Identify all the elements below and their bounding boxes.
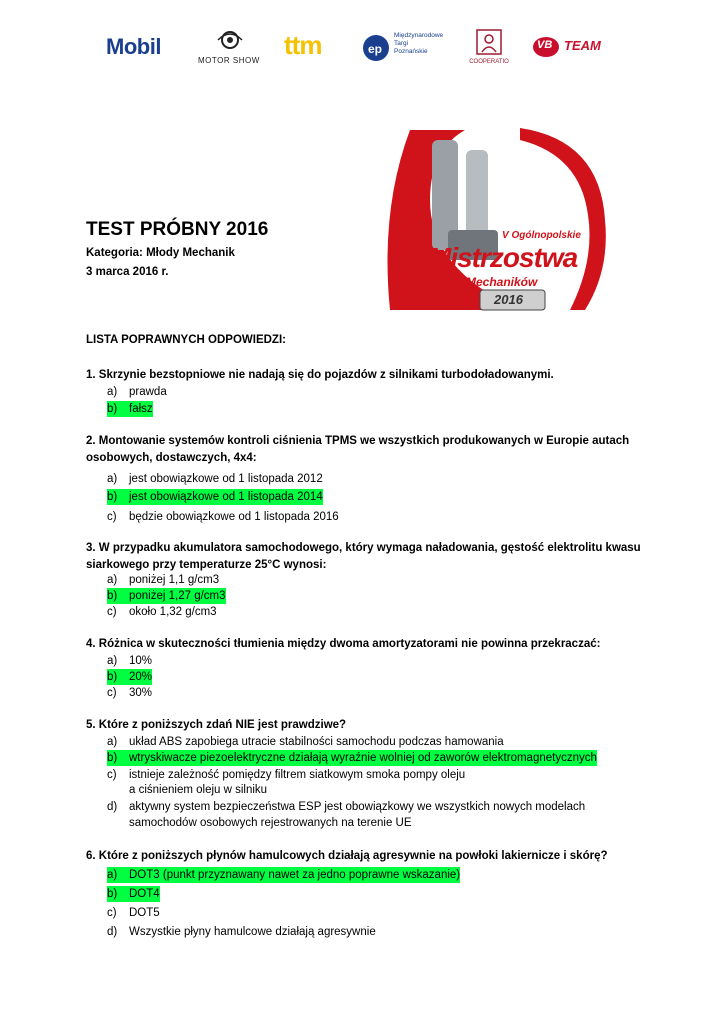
mobil-logo-text: Mobil <box>106 34 161 59</box>
q5-option-b-correct <box>107 750 597 766</box>
option-text: DOT3 (punkt przyznawany nawet za jedno poprawne wskazanie) <box>129 869 461 881</box>
q3-option-b-correct <box>107 588 226 604</box>
mtp-emblem-icon <box>362 34 390 62</box>
option-letter: a) <box>107 869 118 881</box>
category-label: Kategoria: Młody Mechanik <box>86 247 235 259</box>
q6-option-d <box>107 924 376 940</box>
option-text: DOT4 <box>129 888 160 900</box>
date-label: 3 marca 2016 r. <box>86 266 169 278</box>
option-text: układ ABS zapobiega utracie stabilności samochodu podczas hamowania <box>129 736 504 748</box>
option-letter: a) <box>107 386 118 398</box>
option-letter: c) <box>107 511 117 523</box>
mtp-text-line-3: Poznańskie <box>394 48 428 55</box>
question-5: 5. Które z poniższych zdań NIE jest prawdziwe? <box>86 719 347 731</box>
q6-option-a-correct <box>107 867 460 883</box>
q6-option-c <box>107 905 160 921</box>
motor-show-emblem-icon <box>192 28 268 54</box>
ttm-logo <box>284 30 321 74</box>
q1-option-a <box>107 384 167 400</box>
q2-option-c <box>107 509 339 525</box>
svg-text:ep: ep <box>368 42 383 56</box>
badge-line-2: Mistrzostwa <box>428 242 578 273</box>
cooperatio-text: COOPERATIO <box>469 59 509 65</box>
q5-option-c <box>107 767 465 783</box>
q5-option-c-line-2: a ciśnieniem oleju w silniku <box>129 784 268 796</box>
option-text: prawda <box>129 386 167 398</box>
option-letter: c) <box>107 769 117 781</box>
option-letter: b) <box>107 590 118 602</box>
option-text: 30% <box>129 687 153 699</box>
q5-option-d-line-2: samochodów osobowych rejestrowanych na terenie UE <box>129 817 412 829</box>
motor-show-logo <box>192 28 268 72</box>
option-letter: b) <box>107 403 118 415</box>
option-text: poniżej 1,27 g/cm3 <box>129 590 226 602</box>
vb-text: VB <box>537 39 553 51</box>
question-4: 4. Różnica w skuteczności tłumienia między dwoma amortyzatorami nie powinna przekraczać: <box>86 638 601 650</box>
option-text: fałsz <box>129 403 153 415</box>
question-1: 1. Skrzynie bezstopniowe nie nadają się do pojazdów z silnikami turbodoładowanymi. <box>86 369 554 381</box>
option-letter: c) <box>107 907 117 919</box>
option-text: 10% <box>129 655 153 667</box>
option-text: DOT5 <box>129 907 160 919</box>
q4-option-b-correct <box>107 669 152 685</box>
vb-team-text: TEAM <box>564 38 601 53</box>
motor-show-text: MOTOR SHOW <box>198 56 260 65</box>
option-text: jest obowiązkowe od 1 listopada 2014 <box>129 491 323 503</box>
option-text: będzie obowiązkowe od 1 listopada 2016 <box>129 511 339 523</box>
option-letter: b) <box>107 888 118 900</box>
q5-option-d <box>107 799 585 815</box>
option-letter: d) <box>107 926 118 938</box>
option-text: istnieje zależność pomiędzy filtrem siatkowym smoka pompy oleju <box>129 769 466 781</box>
ttm-logo-text: ttm <box>284 30 322 60</box>
q6-option-b-correct <box>107 886 160 902</box>
option-letter: a) <box>107 574 118 586</box>
option-text: wtryskiwacze piezoelektryczne działają wyraźnie wolniej od zaworów elektromagnetycznych <box>129 752 597 764</box>
option-letter: a) <box>107 655 118 667</box>
option-text: Wszystkie płyny hamulcowe działają agresywnie <box>129 926 376 938</box>
option-text: około 1,32 g/cm3 <box>129 606 217 618</box>
option-letter: b) <box>107 752 118 764</box>
option-text: 20% <box>129 671 153 683</box>
q5-option-a <box>107 734 504 750</box>
mtp-text-line-1: Międzynarodowe <box>394 32 444 39</box>
page-title: TEST PRÓBNY 2016 <box>86 219 269 240</box>
q3-option-a <box>107 572 219 588</box>
section-title: LISTA POPRAWNYCH ODPOWIEDZI: <box>86 334 286 346</box>
question-3: 3. W przypadku akumulatora samochodowego, który wymaga naładowania, gęstość elektrolitu kwasu siarkowego przy temperaturze 25°C wynosi: <box>86 542 641 571</box>
q2-option-a <box>107 471 323 487</box>
event-badge-graphic <box>370 120 620 320</box>
cooperatio-emblem-icon <box>474 28 504 56</box>
cooperatio-logo <box>462 28 516 72</box>
mtp-text <box>394 32 443 56</box>
option-text: aktywny system bezpieczeństwa ESP jest obowiązkowy we wszystkich nowych modelach <box>129 801 586 813</box>
option-letter: c) <box>107 687 117 699</box>
badge-line-1: V Ogólnopolskie <box>502 230 581 241</box>
q4-option-c <box>107 685 152 701</box>
mtp-text-line-2: Targi <box>394 40 409 47</box>
badge-year: 2016 <box>494 292 523 307</box>
event-badge <box>370 120 620 320</box>
sponsor-logos <box>100 28 620 72</box>
q2-option-b-correct <box>107 489 323 505</box>
option-letter: a) <box>107 473 118 485</box>
option-letter: b) <box>107 671 118 683</box>
option-letter: c) <box>107 606 117 618</box>
q4-option-a <box>107 653 152 669</box>
option-letter: a) <box>107 736 118 748</box>
question-2: 2. Montowanie systemów kontroli ciśnienia TPMS we wszystkich produkowanych w Europie autach osobowych, dostawczych, 4x4: <box>86 435 630 464</box>
badge-line-3: Mechaników <box>466 275 538 289</box>
vb-team-logo <box>532 36 622 80</box>
q3-option-c <box>107 604 217 620</box>
option-letter: b) <box>107 491 118 503</box>
option-text: poniżej 1,1 g/cm3 <box>129 574 220 586</box>
mobil-logo <box>106 34 161 78</box>
question-6: 6. Które z poniższych płynów hamulcowych działają agresywnie na powłoki lakiernicze i skórę? <box>86 850 608 862</box>
mtp-logo <box>362 28 452 72</box>
q1-option-b-correct <box>107 401 153 417</box>
option-text: jest obowiązkowe od 1 listopada 2012 <box>129 473 323 485</box>
option-letter: d) <box>107 801 118 813</box>
